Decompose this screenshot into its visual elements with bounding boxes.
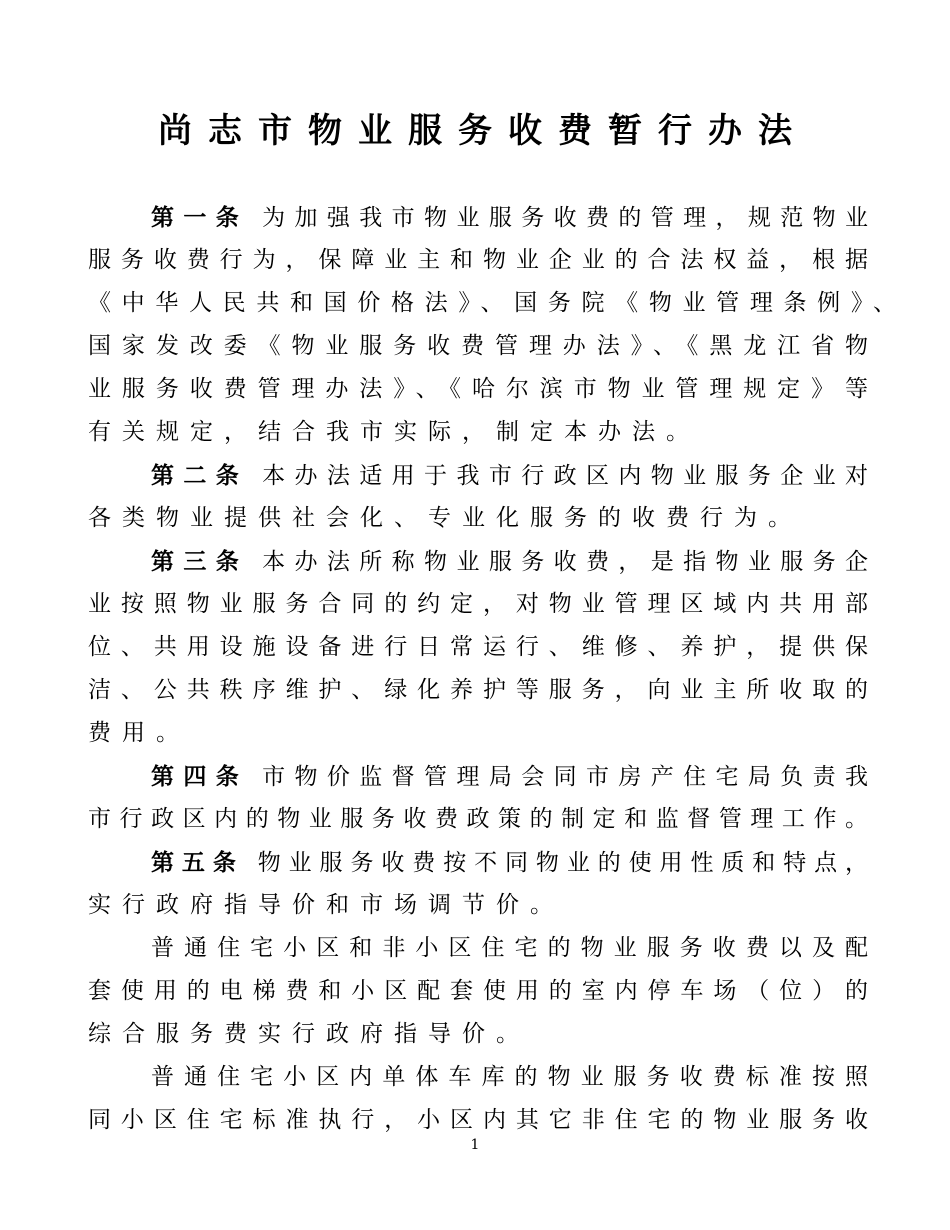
line-text: 普通住宅小区和非小区住宅的物业服务收费以及配 (151, 935, 868, 961)
article-heading: 第四条 (151, 763, 249, 790)
paragraph-line (88, 1056, 868, 1099)
paragraph-line (88, 712, 868, 755)
paragraph-line (88, 540, 868, 583)
paragraph-line (88, 368, 868, 411)
line-text: 市物价监督管理局会同市房产住宅局负责我 (262, 764, 869, 790)
paragraph-line (88, 970, 868, 1013)
document-body (88, 196, 896, 1142)
paragraph-line (88, 325, 868, 368)
line-text: 综合服务费实行政府指导价。 (88, 1021, 530, 1047)
paragraph-line (88, 755, 868, 798)
paragraph-line (88, 884, 868, 927)
line-text: 本办法所称物业服务收费，是指物业服务企 (262, 549, 869, 575)
paragraph-line (88, 454, 868, 497)
paragraph-line (88, 282, 896, 325)
paragraph-line (88, 927, 868, 970)
line-text: 位、共用设施设备进行日常运行、维修、养护，提供保 (88, 634, 868, 660)
line-text: 实行政府指导价和市场调节价。 (88, 892, 564, 918)
line-text: 普通住宅小区内单体车库的物业服务收费标准按照 (151, 1064, 868, 1090)
document-title: 尚志市物业服务收费暂行办法 (158, 111, 808, 151)
line-text: 洁、公共秩序维护、绿化养护等服务，向业主所收取的 (88, 677, 868, 703)
line-text: 费用。 (88, 720, 190, 746)
paragraph-line (88, 1013, 868, 1056)
paragraph-line (88, 669, 868, 712)
line-text: 市行政区内的物业服务收费政策的制定和监督管理工作。 (88, 806, 868, 832)
line-text: 为加强我市物业服务收费的管理，规范物业 (262, 205, 869, 231)
paragraph-line (88, 239, 868, 282)
line-text: 《中华人民共和国价格法》、国务院《物业管理条例》、 (88, 290, 896, 316)
line-text: 有关规定，结合我市实际，制定本办法。 (88, 419, 700, 445)
line-text: 业按照物业服务合同的约定，对物业管理区域内共用部 (88, 591, 868, 617)
article-heading: 第五条 (151, 849, 244, 876)
line-text: 同小区住宅标准执行，小区内其它非住宅的物业服务收 (88, 1107, 868, 1133)
paragraph-line (88, 626, 868, 669)
page-number: 1 (470, 1137, 480, 1153)
line-text: 业服务收费管理办法》、《哈尔滨市物业管理规定》等 (88, 376, 868, 402)
paragraph-line (88, 196, 868, 239)
paragraph-line (88, 798, 868, 841)
paragraph-line (88, 497, 868, 540)
paragraph-line (88, 411, 868, 454)
article-heading: 第三条 (151, 548, 249, 575)
line-text: 物业服务收费按不同物业的使用性质和特点， (257, 850, 869, 876)
line-text: 本办法适用于我市行政区内物业服务企业对 (262, 463, 869, 489)
line-text: 服务收费行为，保障业主和物业企业的合法权益，根据 (88, 247, 868, 273)
line-text: 套使用的电梯费和小区配套使用的室内停车场（位）的 (88, 978, 868, 1004)
line-text: 各类物业提供社会化、专业化服务的收费行为。 (88, 505, 802, 531)
article-heading: 第二条 (151, 462, 249, 489)
paragraph-line (88, 841, 868, 884)
article-heading: 第一条 (151, 204, 249, 231)
line-text: 国家发改委《物业服务收费管理办法》、《黑龙江省物 (88, 333, 868, 359)
paragraph-line (88, 583, 868, 626)
